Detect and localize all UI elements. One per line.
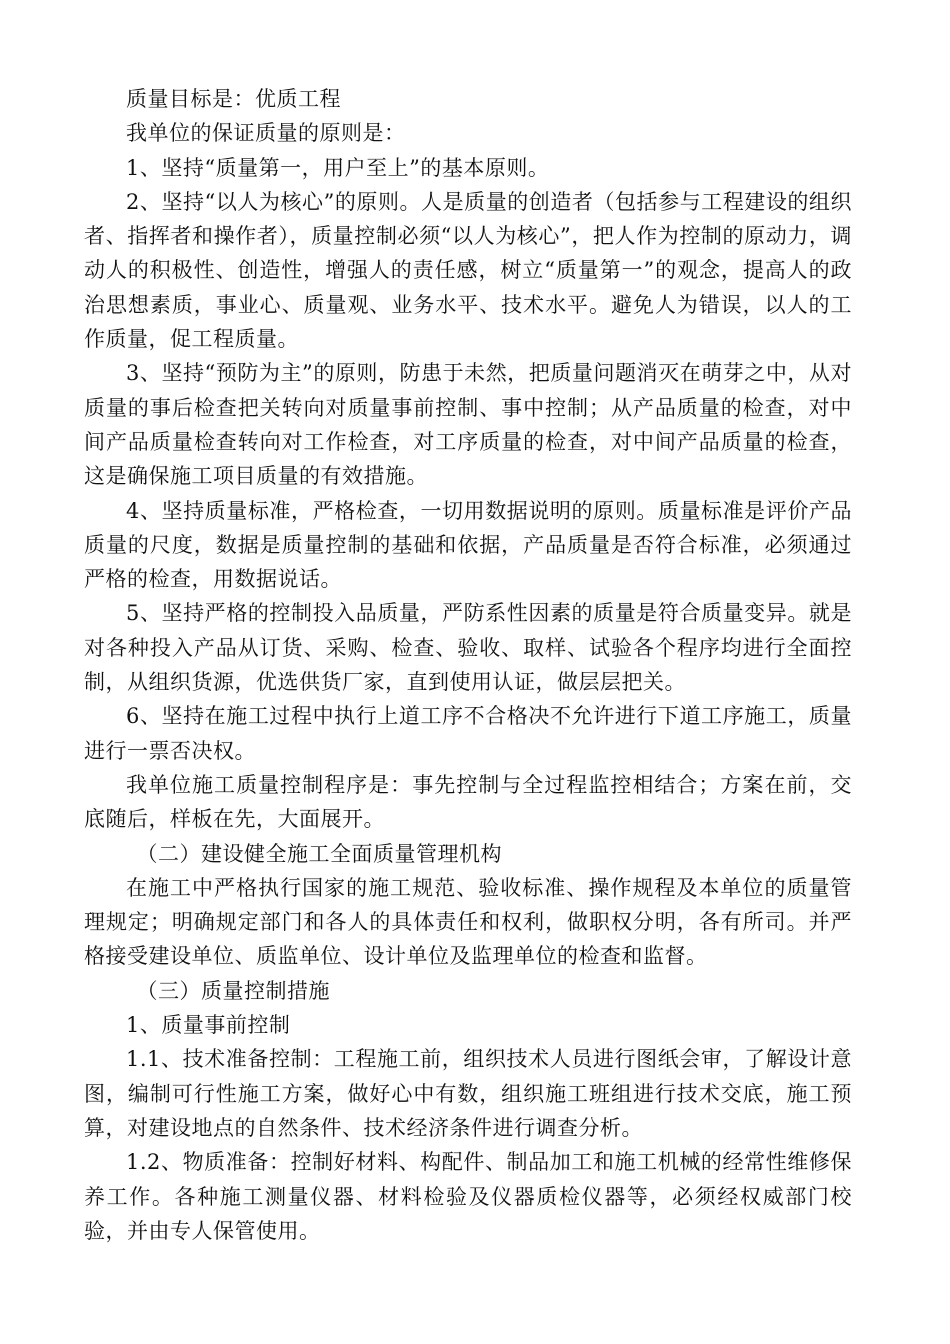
quality-goal-paragraph: 质量目标是：优质工程	[126, 87, 341, 111]
document-page	[84, 82, 852, 1248]
principle-1-paragraph: 1、坚持“质量第一，用户至上”的基本原则。	[126, 155, 550, 180]
technical-prep-paragraph: 1.1、技术准备控制：工程施工前，组织技术人员进行图纸会审，了解设计意图，编制可行性施工方案，做好心中有数，组织施工班组进行技术交底，施工预算，对建设地点的自然条件、技术经济条件进行调查分析。	[84, 1047, 852, 1140]
principle-6-paragraph: 6、坚持在施工过程中执行上道工序不合格决不允许进行下道工序施工，质量进行一票否决权。	[84, 704, 852, 763]
subsection-heading-1: 1、质量事前控制	[126, 1013, 291, 1038]
management-body-paragraph: 在施工中严格执行国家的施工规范、验收标准、操作规程及本单位的质量管理规定；明确规定部门和各人的具体责任和权利，做职权分明，各有所司。并严格接受建设单位、质监单位、设计单位及监理单位的检查和监督。	[84, 875, 852, 969]
section-heading-2: （二）建设健全施工全面质量管理机构	[136, 841, 502, 866]
principle-2-paragraph: 2、坚持“以人为核心”的原则。人是质量的创造者（包括参与工程建设的组织者、指挥者和操作者），质量控制必须“以人为核心”，把人作为控制的原动力，调动人的积极性、创造性，增强人的责任感，树立“质量第一”的观念，提高人的政治思想素质，事业心、质量观、业务水平、技术水平。避免人为错误，以人的工作质量，促工程质量。	[84, 189, 852, 352]
principle-4-paragraph: 4、坚持质量标准，严格检查，一切用数据说明的原则。质量标准是评价产品质量的尺度，数据是质量控制的基础和依据，产品质量是否符合标准，必须通过严格的检查，用数据说话。	[84, 498, 852, 592]
principle-3-paragraph: 3、坚持“预防为主”的原则，防患于未然，把质量问题消灭在萌芽之中，从对质量的事后检查把关转向对质量事前控制、事中控制；从产品质量的检查，对中间产品质量检查转向对工作检查，对工序质量的检查，对中间产品质量的检查，这是确保施工项目质量的有效措施。	[84, 361, 852, 489]
material-prep-paragraph: 1.2、物质准备：控制好材料、构配件、制品加工和施工机械的经常性维修保养工作。各种施工测量仪器、材料检验及仪器质检仪器等，必须经权威部门校验，并由专人保管使用。	[84, 1150, 852, 1243]
section-heading-3: （三）质量控制措施	[136, 978, 330, 1003]
principles-intro-paragraph: 我单位的保证质量的原则是：	[126, 121, 406, 146]
principle-5-paragraph: 5、坚持严格的控制投入品质量，严防系性因素的质量是符合质量变异。就是对各种投入产品从订货、采购、检查、验收、取样、试验各个程序均进行全面控制，从组织货源，优选供货厂家，直到使用认证，做层层把关。	[84, 601, 852, 695]
control-procedure-paragraph: 我单位施工质量控制程序是：事先控制与全过程监控相结合；方案在前，交底随后，样板在先，大面展开。	[84, 772, 852, 832]
